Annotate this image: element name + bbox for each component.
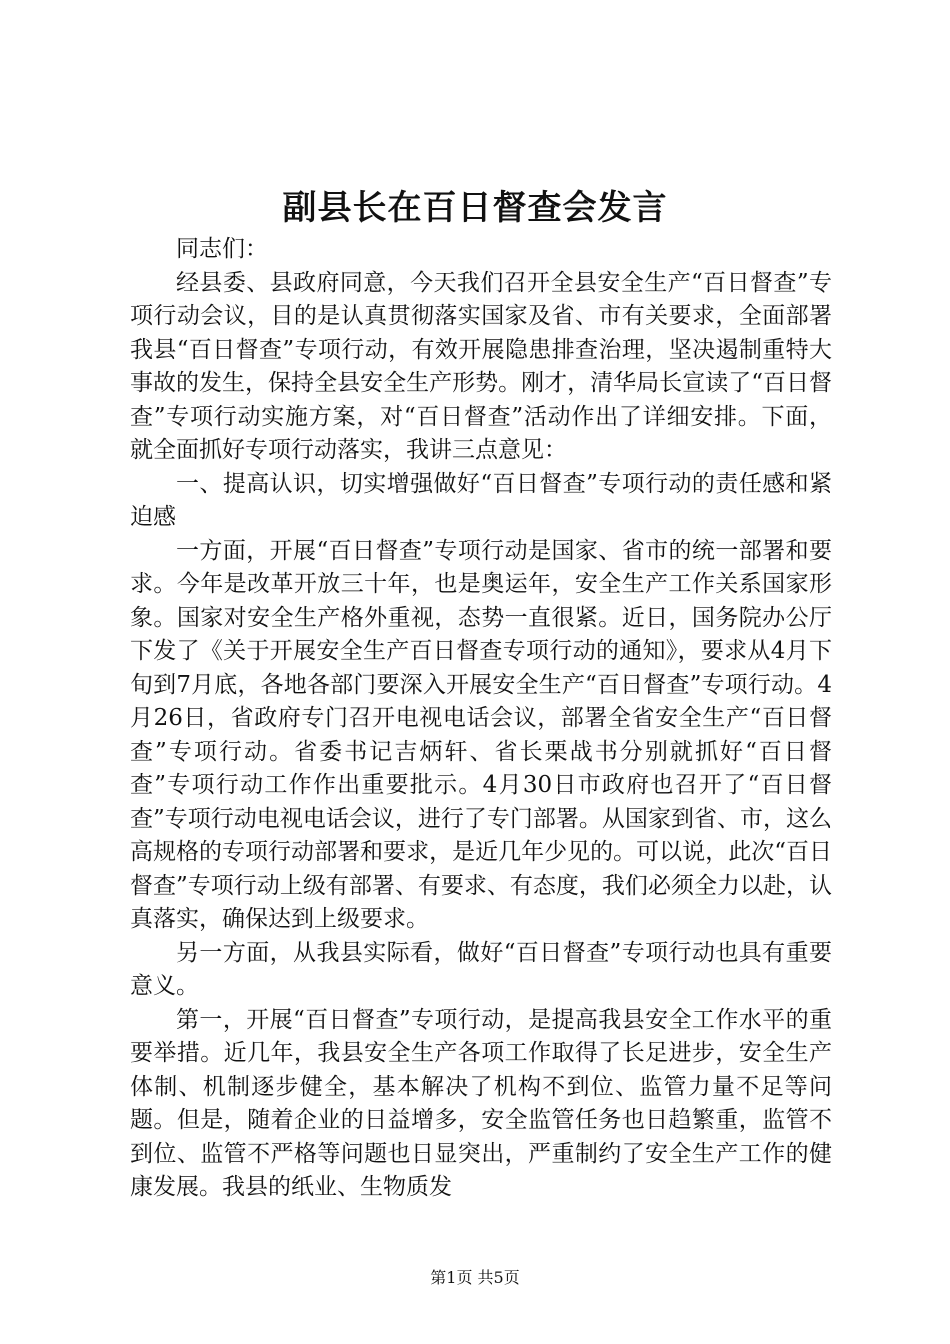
salutation-paragraph: 同志们：	[176, 236, 268, 262]
page-footer: 第1页 共5页	[430, 1268, 520, 1287]
body-paragraph: 一方面，开展“百日督查”专项行动是国家、省市的统一部署和要求。今年是改革开放三十年，也是奥运年，安全生产工作关系国家形象。国家对安全生产格外重视，态势一直很紧。近日，国务院办公厅下发了《关于开展安全生产百日督查专项行动的通知》，要求从4月下旬到7月底，各地各部门要深入开展安全生产“百日督查”专项行动。4月26日，省政府专门召开电视电话会议，部署全省安全生产“百日督查”专项行动。省委书记吉炳轩、省长栗战书分别就抓好“百日督查”专项行动工作作出重要批示。4月30日市政府也召开了“百日督查”专项行动电视电话会议，进行了专门部署。从国家到省、市，这么高规格的专项行动部署和要求，是近几年少见的。可以说，此次“百日督查”专项行动上级有部署、有要求、有态度，我们必须全力以赴，认真落实，确保达到上级要求。	[130, 537, 832, 932]
document-body	[130, 233, 832, 1205]
body-paragraph: 经县委、县政府同意，今天我们召开全县安全生产“百日督查”专项行动会议，目的是认真贯彻落实国家及省、市有关要求，全面部署我县“百日督查”专项行动，有效开展隐患排查治理，坚决遏制重特大事故的发生，保持全县安全生产形势。刚才，清华局长宣读了“百日督查”专项行动实施方案，对“百日督查”活动作出了详细安排。下面，就全面抓好专项行动落实，我讲三点意见：	[130, 269, 832, 463]
document-title: 副县长在百日督查会发言	[282, 188, 668, 228]
body-paragraph: 另一方面，从我县实际看，做好“百日督查”专项行动也具有重要意义。	[130, 939, 832, 999]
body-paragraph: 第一，开展“百日督查”专项行动，是提高我县安全工作水平的重要举措。近几年，我县安全生产各项工作取得了长足进步，安全生产体制、机制逐步健全，基本解决了机构不到位、监管力量不足等问题。但是，随着企业的日益增多，安全监管任务也日趋繁重，监管不到位、监管不严格等问题也日显突出，严重制约了安全生产工作的健康发展。我县的纸业、生物质发	[130, 1006, 832, 1200]
section-heading: 一、提高认识，切实增强做好“百日督查”专项行动的责任感和紧迫感	[130, 470, 832, 530]
